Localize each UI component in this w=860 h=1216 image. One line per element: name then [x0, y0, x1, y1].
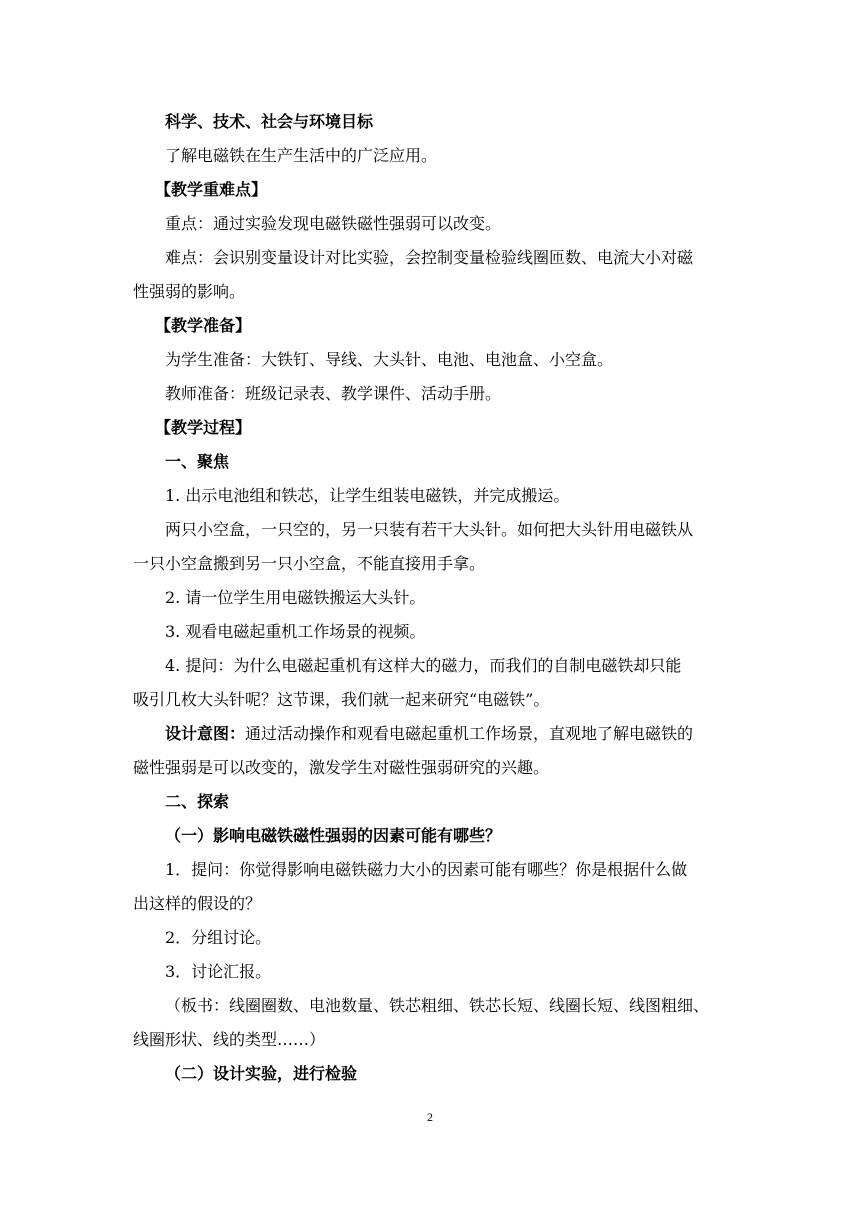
- explore-item-1-line1: 1．提问：你觉得影响电磁铁磁力大小的因素可能有哪些？你是根据什么做: [165, 860, 688, 879]
- difficulty-text-line1: 难点：会识别变量设计对比实验，会控制变量检验线圈匝数、电流大小对磁: [165, 248, 694, 267]
- focus-heading: 一、聚焦: [165, 452, 230, 471]
- design-intent-label: 设计意图：: [165, 724, 246, 743]
- focus-item-1-detail-line2: 一只小空盒搬到另一只小空盒，不能直接用手拿。: [133, 554, 486, 573]
- sts-goal-heading: 科学、技术、社会与环境目标: [165, 112, 374, 131]
- explore-item-1-line2: 出这样的假设的？: [133, 894, 262, 913]
- explore-item-2: 2．分组讨论。: [165, 928, 272, 947]
- explore-item-3: 3．讨论汇报。: [165, 962, 272, 981]
- teacher-prep-text: 教师准备：班级记录表、教学课件、活动手册。: [165, 384, 502, 403]
- focus-item-2: 2. 请一位学生用电磁铁搬运大头针。: [165, 588, 426, 607]
- page-number: 2: [427, 1110, 433, 1124]
- design-intent-text: 通过活动操作和观看电磁起重机工作场景，直观地了解电磁铁的: [245, 724, 694, 743]
- board-note-line2: 线圈形状、线的类型……）: [133, 1030, 326, 1049]
- sts-goal-text: 了解电磁铁在生产生活中的广泛应用。: [165, 146, 438, 165]
- design-intent-line2: 磁性强弱是可以改变的，激发学生对磁性强弱研究的兴趣。: [133, 758, 550, 777]
- focus-item-1-detail-line1: 两只小空盒，一只空的，另一只装有若干大头针。如何把大头针用电磁铁从: [165, 520, 694, 539]
- design-intent-line1: [165, 724, 765, 744]
- focus-item-3: 3. 观看电磁起重机工作场景的视频。: [165, 622, 426, 641]
- focus-item-4-line2: 吸引几枚大头针呢？这节课，我们就一起来研究“电磁铁”。: [133, 690, 550, 709]
- focus-item-1: 1. 出示电池组和铁芯，让学生组装电磁铁，并完成搬运。: [165, 486, 570, 505]
- process-heading: 【教学过程】: [155, 418, 252, 437]
- focus-item-4-line1: 4. 提问：为什么电磁起重机有这样大的磁力，而我们的自制电磁铁却只能: [165, 656, 682, 675]
- explore-subheading-1: （一）影响电磁铁磁性强弱的因素可能有哪些？: [165, 826, 502, 845]
- key-point-text: 重点：通过实验发现电磁铁磁性强弱可以改变。: [165, 214, 502, 233]
- prep-heading: 【教学准备】: [155, 316, 252, 335]
- key-points-heading: 【教学重难点】: [155, 180, 268, 199]
- explore-subheading-2: （二）设计实验，进行检验: [165, 1064, 358, 1083]
- board-note-line1: （板书：线圈圈数、电池数量、铁芯粗细、铁芯长短、线圈长短、线图粗细、: [165, 996, 710, 1015]
- difficulty-text-line2: 性强弱的影响。: [133, 282, 246, 301]
- student-prep-text: 为学生准备：大铁钉、导线、大头针、电池、电池盒、小空盒。: [165, 350, 614, 369]
- explore-heading: 二、探索: [165, 792, 230, 811]
